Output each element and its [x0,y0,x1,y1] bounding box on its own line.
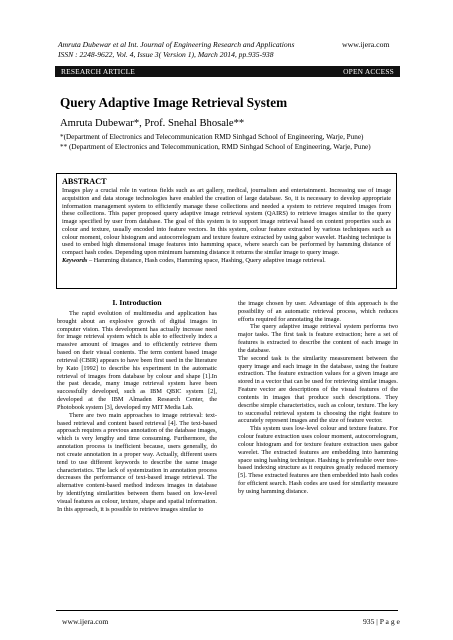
paragraph: The second task is the similarity measurement between the query image and each image in the database, using the feature extraction. The feature extraction values for a given image are stored in a vector that can be used for retrieving similar images. Feature vector are descriptions of the visual features of the contents in images that produce such descriptions. They describe simple characteristics, such as colour, texture. The key to successful retrieval system is choosing the right feature to accurately represent images and the size of feature vector. [238,354,398,425]
header-website: www.ijera.com [342,40,390,49]
right-column [238,300,398,496]
paragraph: There are two main approaches to image retrieval: text-based retrieval and content based retrieval [4]. The text-based approach requires a previous annotation of the database images, which is very lengthy and time consuming. Furthermore, the annotation process is inefficient because, users generally, do not create annotation in a proper way. Actually, different users tend to use different keywords to describe the same image characteristics. The lack of systemization in annotation process decreases the performance of text-based image retrieval. The alternative content-based method indexes images in database by identifying similarities between them based on low-level visual features as colour, texture, shape and spatial information. In this approach, it is possible to retrieve images similar to [57,411,217,513]
paragraph: The query adaptive image retrieval system performs two major tasks. The first task is feature extraction; here a set of features is extracted to describe the content of each image in the database. [238,323,398,354]
page-number: 935 | P a g e [363,617,400,626]
paper-title: Query Adaptive Image Retrieval System [60,95,288,110]
journal-header [58,40,294,59]
abstract-box [56,173,397,289]
affiliation-1: *(Department of Electronics and Telecommunication RMD Sinhgad School of Engineering, Warje, Pune) [60,133,364,141]
paragraph: the image chosen by user. Advantage of this approach is the possibility of an automatic retrieval process, which reduces efforts required for annotating the image. [238,300,398,323]
paragraph: This system uses low-level colour and texture feature. For colour feature extraction uses colour moment, autocorrelogram, colour histogram and for texture feature extraction uses gabor wavelet. The extracted features are embedding into hamming space using hashing technique. Hashing is preferable over tree-based indexing structure as it requires greatly reduced memory [5]. These extracted features are then embedded into hash codes for efficient search. Hash codes are used for similarity measure by using hamming distance. [238,425,398,495]
paper-authors: Amruta Dubewar*, Prof. Snehal Bhosale** [60,118,245,129]
keywords-label: Keywords [62,256,88,264]
affiliations [60,133,371,152]
article-banner [55,66,400,77]
banner-research-article: RESEARCH ARTICLE [61,67,135,76]
keywords-text: – Hamming distance, Hash codes, Hamming space, Hashing, Query adaptive image retrieval. [87,256,326,264]
banner-open-access: OPEN ACCESS [343,67,394,76]
section-heading-introduction: I. Introduction [112,298,162,307]
journal-issn-line: ISSN : 2248-9622, Vol. 4, Issue 3( Version 1), March 2014, pp.935-938 [58,49,274,59]
keywords-line [62,257,391,265]
affiliation-2: ** (Department of Electronics and Telecommunication, RMD Sinhgad School of Engineering, Warje, Pune) [60,142,371,151]
left-column [57,310,217,514]
paragraph: The rapid evolution of multimedia and application has brought about an explosive growth of digital images in computer vision. This development has actually increase need for image retrieval system which is able to effectively index a massive amount of images and to efficiently retrieve them based on their visual contents. The term content based image retrieval (CBIR) appears to have been first used in the literature by Kato [1992] to describe his experiment in the automatic retrieval of images from database by colour and shape [1].In the past decade, many image retrieval system have been successfully developed, such as IBM QBIC system [2], developed at the IBM Almaden Research Center, the Photobook system [3], developed my MIT Media Lab. [57,310,217,411]
abstract-text: Images play a crucial role in various fields such as art gallery, medical, journalism and entertainment. Increasing use of image acquisition and data storage technologies have enabled the creation of large database. So, it is necessary to develop appropriate information management system to efficiently manage these collections and needed a system to retrieve required images from these collections. This paper proposed query adaptive image retrieval system (QAIRS) to retrieve images similar to the query image specified by user from database. The goal of this system is to support image retrieval based on content properties such as colour and texture, usually encoded into feature vectors. In this system, colour feature extracted by various techniques such as colour moment, colour histogram and autocorrelogram and texture feature extracted by using gabor wavelet. Hashing technique is used to embed high dimensional image features into hamming space, where search can be performed by hamming distance of compact hash codes. Depending upon minimum hamming distance it returns the similar image to query image. [62,187,391,256]
abstract-heading: ABSTRACT [62,177,107,186]
footer-website: www.ijera.com [62,617,109,626]
footer-divider [56,610,398,611]
journal-citation-line: Amruta Dubewar et al Int. Journal of Engineering Research and Applications [58,40,295,49]
